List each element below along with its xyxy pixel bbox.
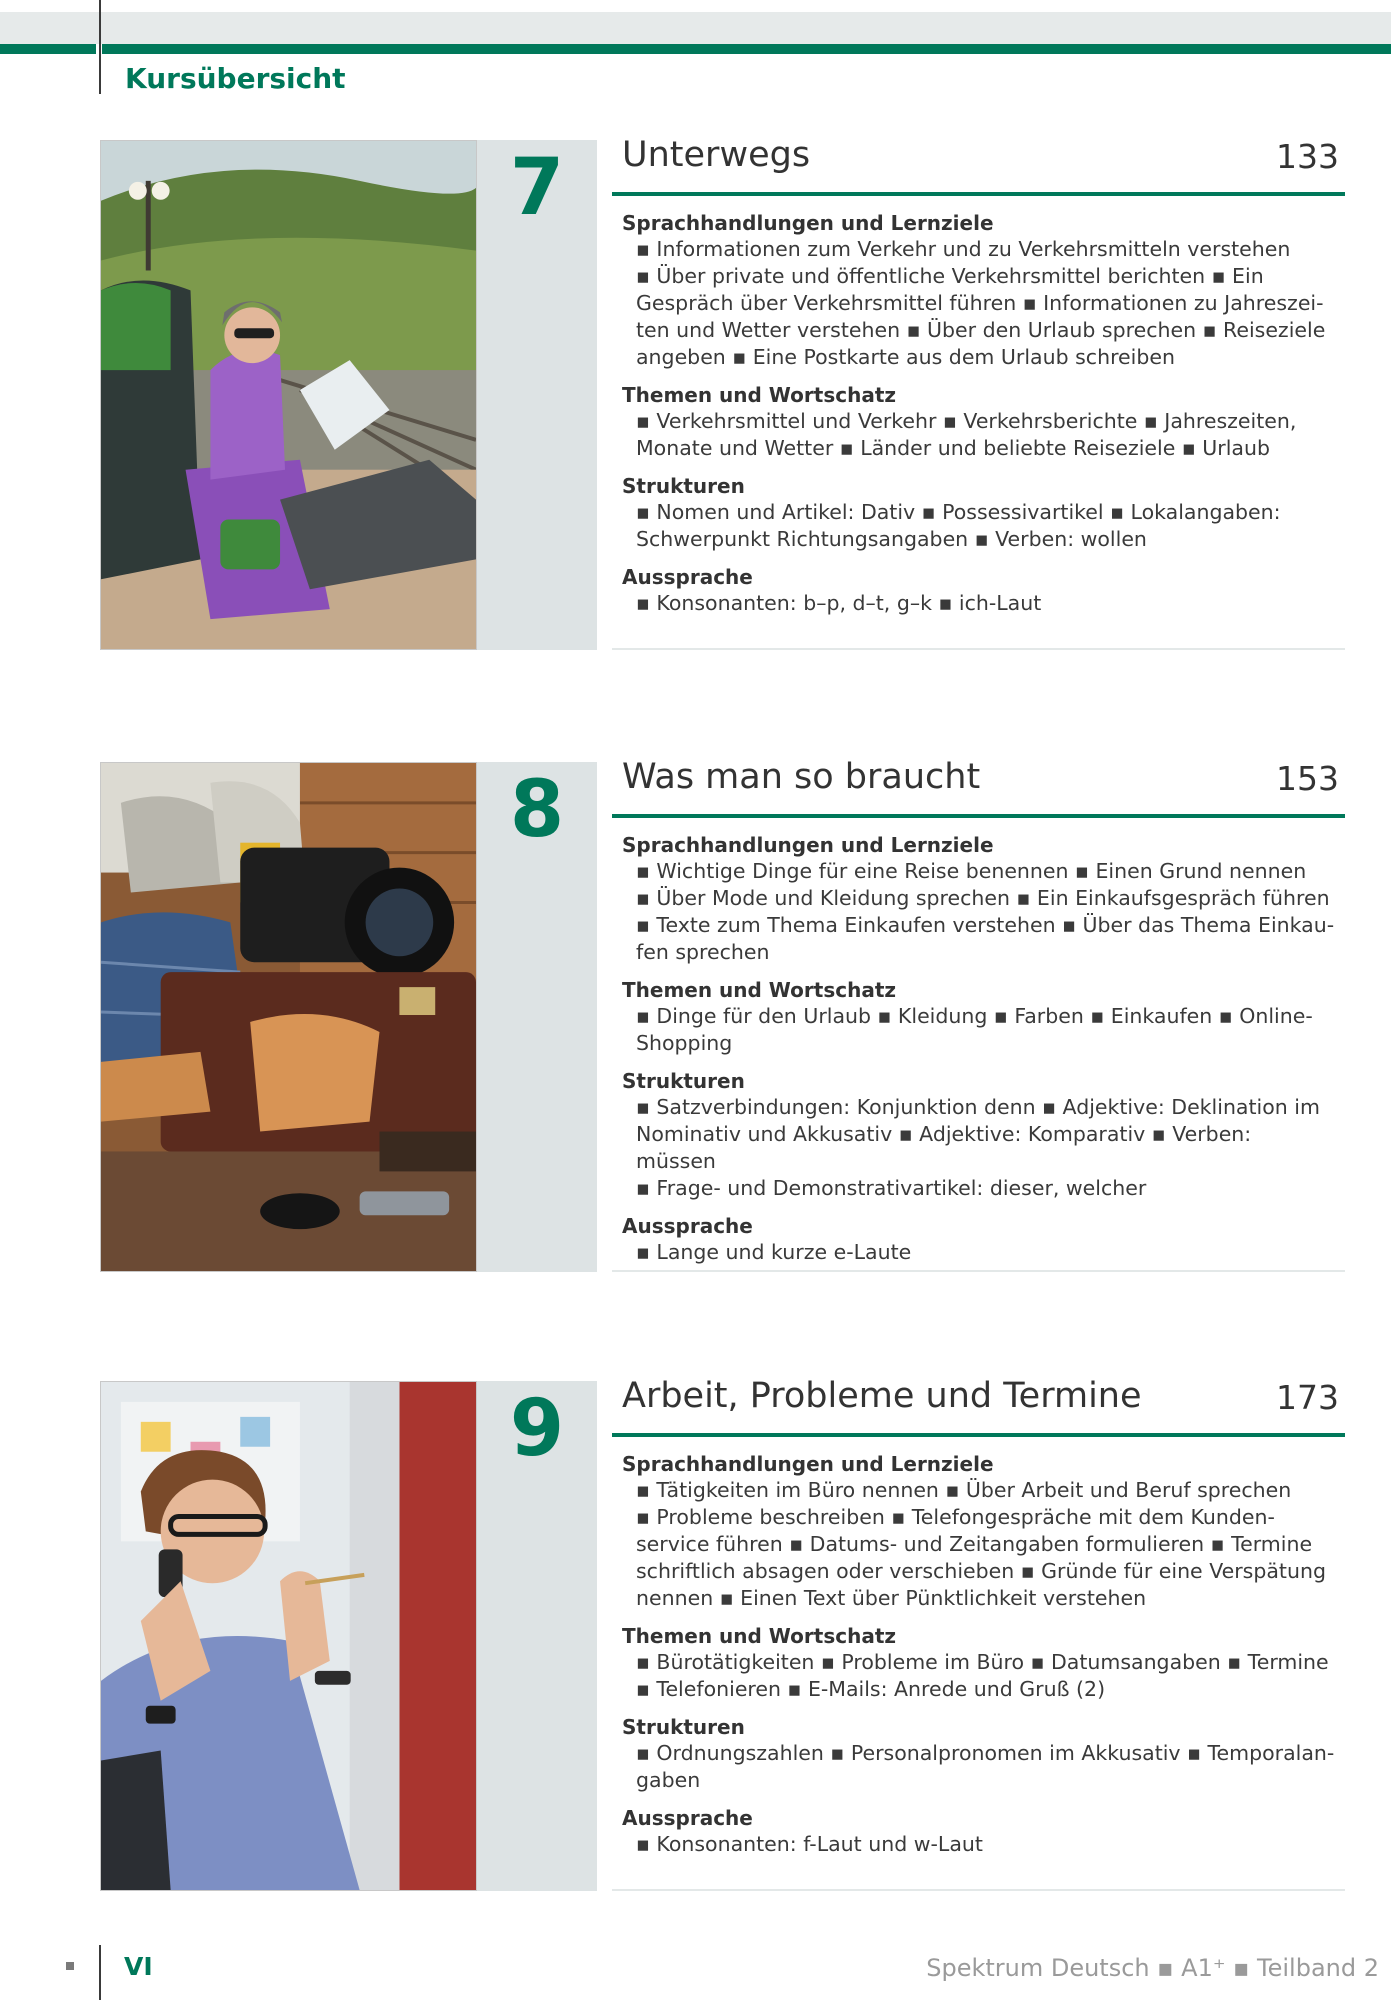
text-line: ▪ Informationen zum Verkehr und zu Verkehrsmitteln verstehen <box>636 237 1291 261</box>
unit-block <box>100 135 1345 652</box>
unit-number: 8 <box>509 765 565 855</box>
section-vocabulary <box>622 382 1337 462</box>
text-line: fen sprechen <box>636 940 770 964</box>
text-line: Schwerpunkt Richtungsangaben ▪ Verben: wollen <box>636 527 1147 551</box>
section-heading: Strukturen <box>622 474 745 498</box>
bottom-rule <box>612 1889 1345 1891</box>
text-line: schriftlich absagen oder verschieben ▪ Gründe für eine Verspätung <box>636 1559 1326 1583</box>
footer-series-title: Spektrum Deutsch ▪ A1⁺ ▪ Teilband 2 <box>926 1954 1379 1982</box>
text-line: service führen ▪ Datums- und Zeitangaben formulieren ▪ Termine <box>636 1532 1313 1556</box>
text-line: ▪ Ordnungszahlen ▪ Personalpronomen im Akkusativ ▪ Temporalan- <box>636 1741 1335 1765</box>
unit-block <box>100 1376 1345 1893</box>
unit-photo <box>100 762 477 1272</box>
text-line: ▪ Probleme beschreiben ▪ Telefongespräche mit dem Kunden- <box>636 1505 1275 1529</box>
section-pronunciation <box>622 564 1337 617</box>
unit-page-number: 173 <box>1276 1378 1339 1417</box>
section-heading: Aussprache <box>622 1806 753 1830</box>
unit-content <box>612 1376 1345 1891</box>
text-line: gaben <box>636 1768 701 1792</box>
text-line: ▪ Konsonanten: f-Laut und w-Laut <box>636 1832 983 1856</box>
text-line: ▪ Bürotätigkeiten ▪ Probleme im Büro ▪ Datumsangaben ▪ Termine <box>636 1650 1329 1674</box>
section-goals <box>622 210 1337 371</box>
text-line: Monate und Wetter ▪ Länder und beliebte Reiseziele ▪ Urlaub <box>636 436 1270 460</box>
text-line: ▪ Tätigkeiten im Büro nennen ▪ Über Arbeit und Beruf sprechen <box>636 1478 1292 1502</box>
section-heading: Sprachhandlungen und Lernziele <box>622 1452 994 1476</box>
text-line: ten und Wetter verstehen ▪ Über den Urlaub sprechen ▪ Reiseziele <box>636 318 1326 342</box>
text-line: ▪ Über Mode und Kleidung sprechen ▪ Ein Einkaufsgespräch führen <box>636 886 1330 910</box>
section-heading: Strukturen <box>622 1715 745 1739</box>
bottom-rule <box>612 648 1345 650</box>
section-vocabulary <box>622 1623 1337 1703</box>
unit-block <box>100 757 1345 1274</box>
section-goals <box>622 1451 1337 1612</box>
text-line: ▪ Dinge für den Urlaub ▪ Kleidung ▪ Farben ▪ Einkaufen ▪ Online- <box>636 1004 1313 1028</box>
header-rule <box>0 44 1391 54</box>
unit-number: 7 <box>509 143 565 233</box>
section-pronunciation <box>622 1805 1337 1858</box>
header-vertical-rule <box>99 0 101 94</box>
text-line: Shopping <box>636 1031 733 1055</box>
title-rule <box>612 814 1345 818</box>
section-heading: Aussprache <box>622 565 753 589</box>
section-heading: Aussprache <box>622 1214 753 1238</box>
unit-number-panel <box>477 762 597 1272</box>
unit-photo <box>100 140 477 650</box>
unit-page-number: 153 <box>1276 759 1339 798</box>
unit-number-panel <box>477 1381 597 1891</box>
section-heading: Themen und Wortschatz <box>622 383 897 407</box>
footer-page-number: VI <box>124 1952 153 1981</box>
text-line: Nominativ und Akkusativ ▪ Adjektive: Komparativ ▪ Verben: müssen <box>636 1122 1252 1173</box>
page-title: Kursübersicht <box>125 62 346 95</box>
unit-content <box>612 135 1345 650</box>
unit-number-panel <box>477 140 597 650</box>
section-vocabulary <box>622 977 1337 1057</box>
text-line: ▪ Frage- und Demonstrativartikel: dieser, welcher <box>636 1176 1147 1200</box>
footer-vertical-rule <box>99 1945 101 2000</box>
unit-content <box>612 757 1345 1272</box>
text-line: nennen ▪ Einen Text über Pünktlichkeit verstehen <box>636 1586 1147 1610</box>
title-rule <box>612 192 1345 196</box>
text-line: ▪ Wichtige Dinge für eine Reise benennen ▪ Einen Grund nennen <box>636 859 1307 883</box>
text-line: ▪ Konsonanten: b–p, d–t, g–k ▪ ich-Laut <box>636 591 1042 615</box>
bottom-rule <box>612 1270 1345 1272</box>
title-rule <box>612 1433 1345 1437</box>
unit-number: 9 <box>509 1384 565 1474</box>
unit-title: Unterwegs <box>622 135 811 175</box>
text-line: ▪ Verkehrsmittel und Verkehr ▪ Verkehrsberichte ▪ Jahreszeiten, <box>636 409 1297 433</box>
text-line: Gespräch über Verkehrsmittel führen ▪ Informationen zu Jahreszei- <box>636 291 1324 315</box>
text-line: ▪ Nomen und Artikel: Dativ ▪ Possessivartikel ▪ Lokalangaben: <box>636 500 1281 524</box>
section-heading: Strukturen <box>622 1069 745 1093</box>
section-heading: Themen und Wortschatz <box>622 978 897 1002</box>
section-structures <box>622 473 1337 553</box>
text-line: angeben ▪ Eine Postkarte aus dem Urlaub schreiben <box>636 345 1175 369</box>
section-goals <box>622 832 1337 966</box>
text-line: ▪ Texte zum Thema Einkaufen verstehen ▪ Über das Thema Einkau- <box>636 913 1335 937</box>
text-line: ▪ Lange und kurze e-Laute <box>636 1240 912 1264</box>
footer-bullet <box>66 1962 74 1970</box>
text-line: ▪ Über private und öffentliche Verkehrsmittel berichten ▪ Ein <box>636 264 1264 288</box>
unit-photo <box>100 1381 477 1891</box>
text-line: ▪ Telefonieren ▪ E-Mails: Anrede und Gruß (2) <box>636 1677 1106 1701</box>
header-band <box>0 12 1391 44</box>
text-line: ▪ Satzverbindungen: Konjunktion denn ▪ Adjektive: Deklination im <box>636 1095 1320 1119</box>
section-heading: Sprachhandlungen und Lernziele <box>622 833 994 857</box>
section-pronunciation <box>622 1213 1337 1266</box>
section-structures <box>622 1714 1337 1794</box>
section-heading: Sprachhandlungen und Lernziele <box>622 211 994 235</box>
unit-title: Arbeit, Probleme und Termine <box>622 1376 1142 1416</box>
unit-page-number: 133 <box>1276 137 1339 176</box>
unit-title: Was man so braucht <box>622 757 981 797</box>
section-structures <box>622 1068 1337 1202</box>
section-heading: Themen und Wortschatz <box>622 1624 897 1648</box>
